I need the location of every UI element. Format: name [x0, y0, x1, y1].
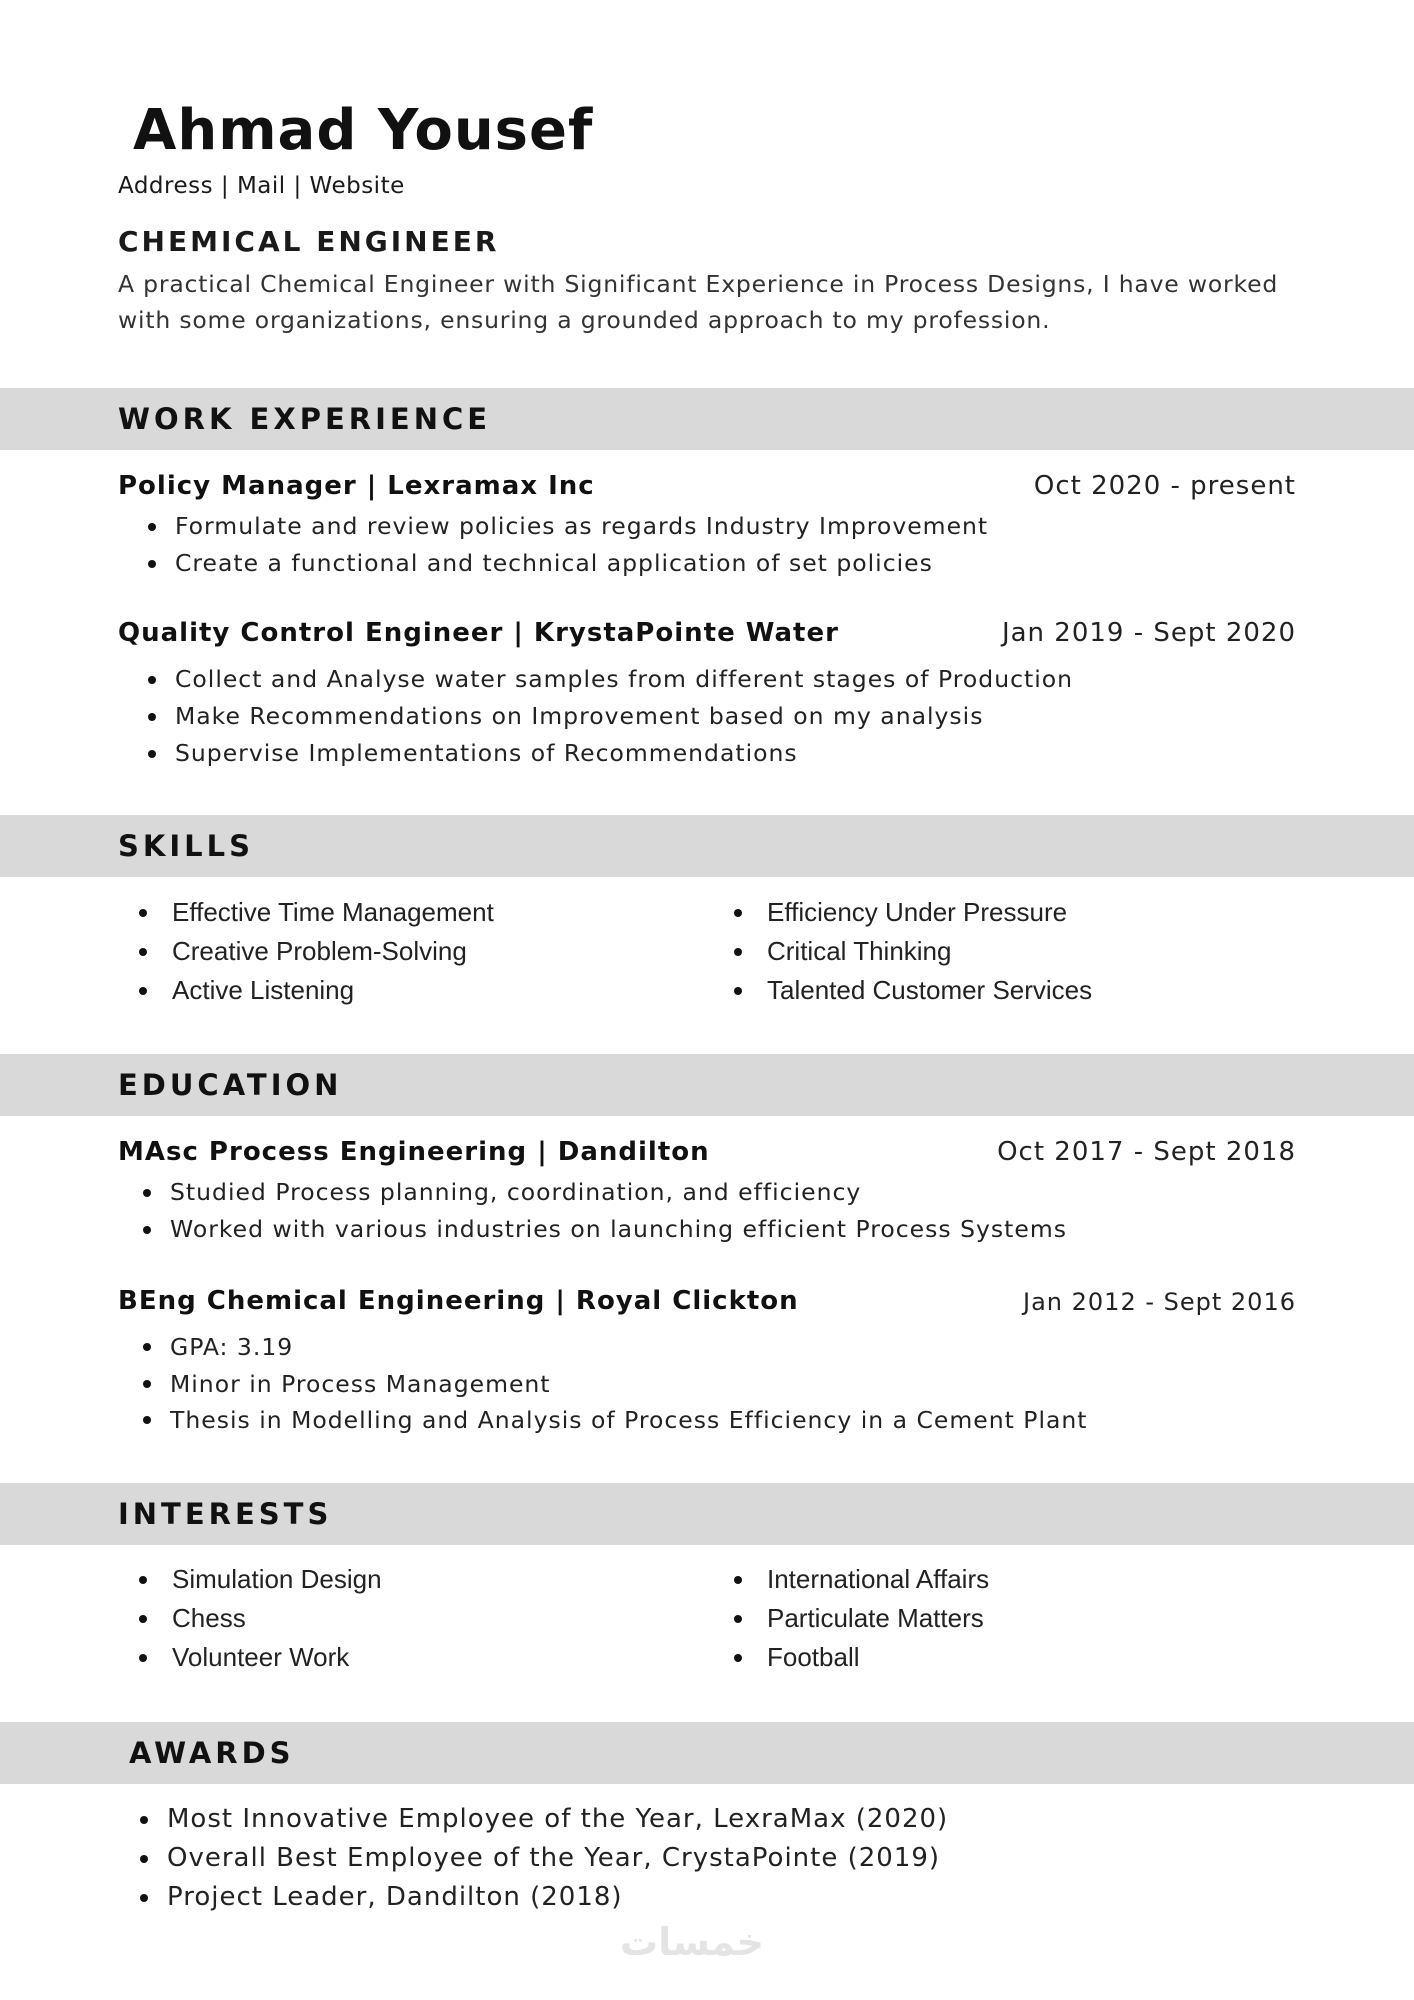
- watermark: خمسات: [620, 1920, 764, 1964]
- list-item: Minor in Process Management: [113, 1366, 1087, 1403]
- interests-band: [0, 1483, 1414, 1545]
- list-item: Collect and Analyse water samples from different stages of Production: [118, 661, 1073, 698]
- skills-band: [0, 815, 1414, 877]
- list-item: Chess: [137, 1599, 382, 1638]
- education-entry-1-bullets: [113, 1174, 1067, 1248]
- skills-right-list: [732, 893, 1092, 1010]
- list-item: Volunteer Work: [137, 1638, 382, 1677]
- education-entry-1-title: MAsc Process Engineering | Dandilton: [118, 1137, 710, 1167]
- list-item: Make Recommendations on Improvement based on my analysis: [118, 698, 1073, 735]
- contact-line: Address | Mail | Website: [118, 173, 405, 199]
- work-entry-1-date: Oct 2020 - present: [1033, 471, 1296, 501]
- skills-left-list: [137, 893, 494, 1010]
- work-experience-heading: WORK EXPERIENCE: [118, 402, 492, 436]
- education-entry-2-bullets: [113, 1329, 1087, 1439]
- work-experience-band: [0, 388, 1414, 450]
- list-item: Supervise Implementations of Recommendations: [118, 735, 1073, 772]
- interests-left-list: [137, 1560, 382, 1677]
- interests-heading: INTERESTS: [118, 1497, 333, 1531]
- list-item: Creative Problem-Solving: [137, 932, 494, 971]
- list-item: Critical Thinking: [732, 932, 1092, 971]
- list-item: Talented Customer Services: [732, 971, 1092, 1010]
- list-item: International Affairs: [732, 1560, 989, 1599]
- profile-summary: A practical Chemical Engineer with Significant Experience in Process Designs, I have worked with some organizations, ensuring a grounded approach to my profession.: [118, 270, 1279, 334]
- list-item: Particulate Matters: [732, 1599, 989, 1638]
- list-item: Simulation Design: [137, 1560, 382, 1599]
- job-title: CHEMICAL ENGINEER: [118, 225, 500, 258]
- awards-band: [0, 1722, 1414, 1784]
- list-item: Studied Process planning, coordination, and efficiency: [113, 1174, 1067, 1211]
- education-entry-2-date: Jan 2012 - Sept 2016: [1023, 1288, 1296, 1316]
- list-item: Worked with various industries on launching efficient Process Systems: [113, 1211, 1067, 1248]
- awards-list: [110, 1800, 948, 1917]
- awards-heading: AWARDS: [129, 1736, 295, 1770]
- list-item: Overall Best Employee of the Year, CrystaPointe (2019): [110, 1839, 948, 1878]
- list-item: Effective Time Management: [137, 893, 494, 932]
- list-item: Formulate and review policies as regards Industry Improvement: [118, 508, 988, 545]
- work-entry-2-bullets: [118, 661, 1073, 772]
- list-item: Most Innovative Employee of the Year, LexraMax (2020): [110, 1800, 948, 1839]
- work-entry-1-bullets: [118, 508, 988, 582]
- list-item: Efficiency Under Pressure: [732, 893, 1092, 932]
- education-band: [0, 1054, 1414, 1116]
- work-entry-1-title: Policy Manager | Lexramax Inc: [118, 471, 595, 501]
- list-item: Thesis in Modelling and Analysis of Process Efficiency in a Cement Plant: [113, 1402, 1087, 1439]
- education-heading: EDUCATION: [118, 1068, 343, 1102]
- interests-right-list: [732, 1560, 989, 1677]
- list-item: GPA: 3.19: [113, 1329, 1087, 1366]
- candidate-name: Ahmad Yousef: [133, 98, 594, 163]
- education-entry-1-date: Oct 2017 - Sept 2018: [997, 1137, 1296, 1167]
- list-item: Active Listening: [137, 971, 494, 1010]
- education-entry-2-title: BEng Chemical Engineering | Royal Clickton: [118, 1286, 799, 1316]
- list-item: Football: [732, 1638, 989, 1677]
- work-entry-2-title: Quality Control Engineer | KrystaPointe Water: [118, 618, 839, 648]
- work-entry-2-date: Jan 2019 - Sept 2020: [1001, 618, 1296, 648]
- skills-heading: SKILLS: [118, 829, 254, 863]
- list-item: Project Leader, Dandilton (2018): [110, 1878, 948, 1917]
- list-item: Create a functional and technical application of set policies: [118, 545, 988, 582]
